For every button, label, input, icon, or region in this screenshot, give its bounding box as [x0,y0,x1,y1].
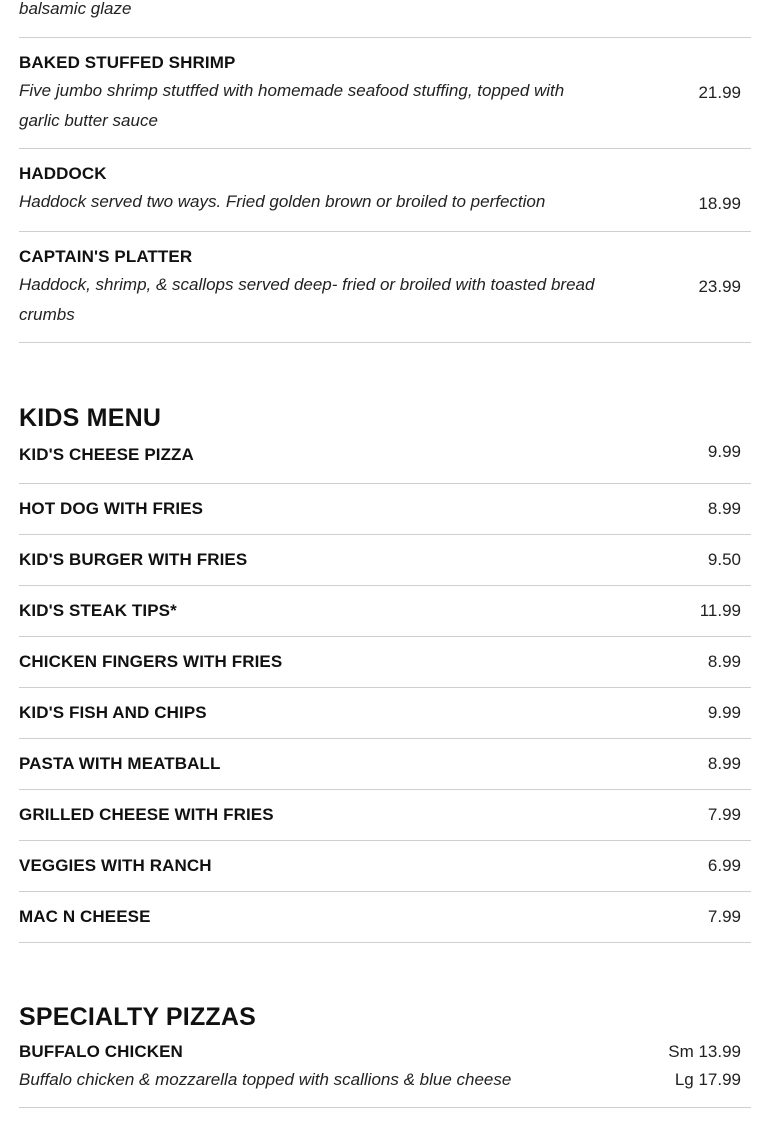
menu-item [19,790,751,841]
item-price: 7.99 [707,805,741,824]
item-price: 18.99 [698,194,741,213]
menu-item [19,149,751,232]
item-price: 8.99 [707,652,741,671]
item-name: VEGGIES WITH RANCH [19,856,212,875]
menu-item [19,739,751,790]
menu-item [19,637,751,688]
item-price: 6.99 [707,856,741,875]
menu-item [19,586,751,637]
item-description: Haddock, shrimp, & scallops served deep- fried or broiled with toasted bread crumbs [19,275,595,324]
item-price-small: Sm 13.99 [668,1042,741,1061]
item-price: 9.99 [707,703,741,722]
item-price: 7.99 [707,907,741,926]
item-name: HOT DOG WITH FRIES [19,499,204,518]
item-name: GRILLED CHEESE WITH FRIES [19,805,274,824]
item-name: CAPTAIN'S PLATTER [19,247,193,266]
menu-item [19,841,751,892]
item-description: Buffalo chicken & mozzarella topped with scallions & blue cheese [19,1070,512,1089]
item-price-group [624,1039,751,1095]
item-price: 9.99 [707,442,741,461]
menu-item [19,1039,751,1108]
menu-item [19,442,751,484]
item-name: HADDOCK [19,164,107,183]
menu-item [19,688,751,739]
item-name: MAC N CHEESE [19,907,151,926]
item-name: BAKED STUFFED SHRIMP [19,53,236,72]
item-price: 8.99 [707,754,741,773]
item-name: CHICKEN FINGERS WITH FRIES [19,652,283,671]
item-price: 9.50 [707,550,741,569]
item-name: KID'S FISH AND CHIPS [19,703,207,722]
section-title-kids-menu: KIDS MENU [19,404,162,432]
item-name: PASTA WITH MEATBALL [19,754,221,773]
item-name: KID'S CHEESE PIZZA [19,445,194,464]
item-description: Haddock served two ways. Fried golden brown or broiled to perfection [19,192,546,211]
item-price: 23.99 [698,277,741,296]
item-name: KID'S STEAK TIPS* [19,601,177,620]
item-name: KID'S BURGER WITH FRIES [19,550,248,569]
item-price: 8.99 [707,499,741,518]
item-price-large: Lg 17.99 [674,1070,741,1089]
section-title-specialty-pizzas: SPECIALTY PIZZAS [19,1003,257,1031]
item-description: Five jumbo shrimp stutffed with homemade seafood stuffing, topped with garlic butter sauce [19,81,565,130]
item-name: BUFFALO CHICKEN [19,1042,183,1061]
menu-item [19,484,751,535]
menu-item [19,232,751,343]
menu-item [19,535,751,586]
item-price: 21.99 [698,83,741,102]
previous-item-description: balsamic glaze [19,0,751,38]
kids-menu-list [19,442,751,943]
menu-item [19,38,751,149]
item-price: 11.99 [699,601,741,620]
menu-item [19,892,751,943]
menu-content [19,0,751,1108]
